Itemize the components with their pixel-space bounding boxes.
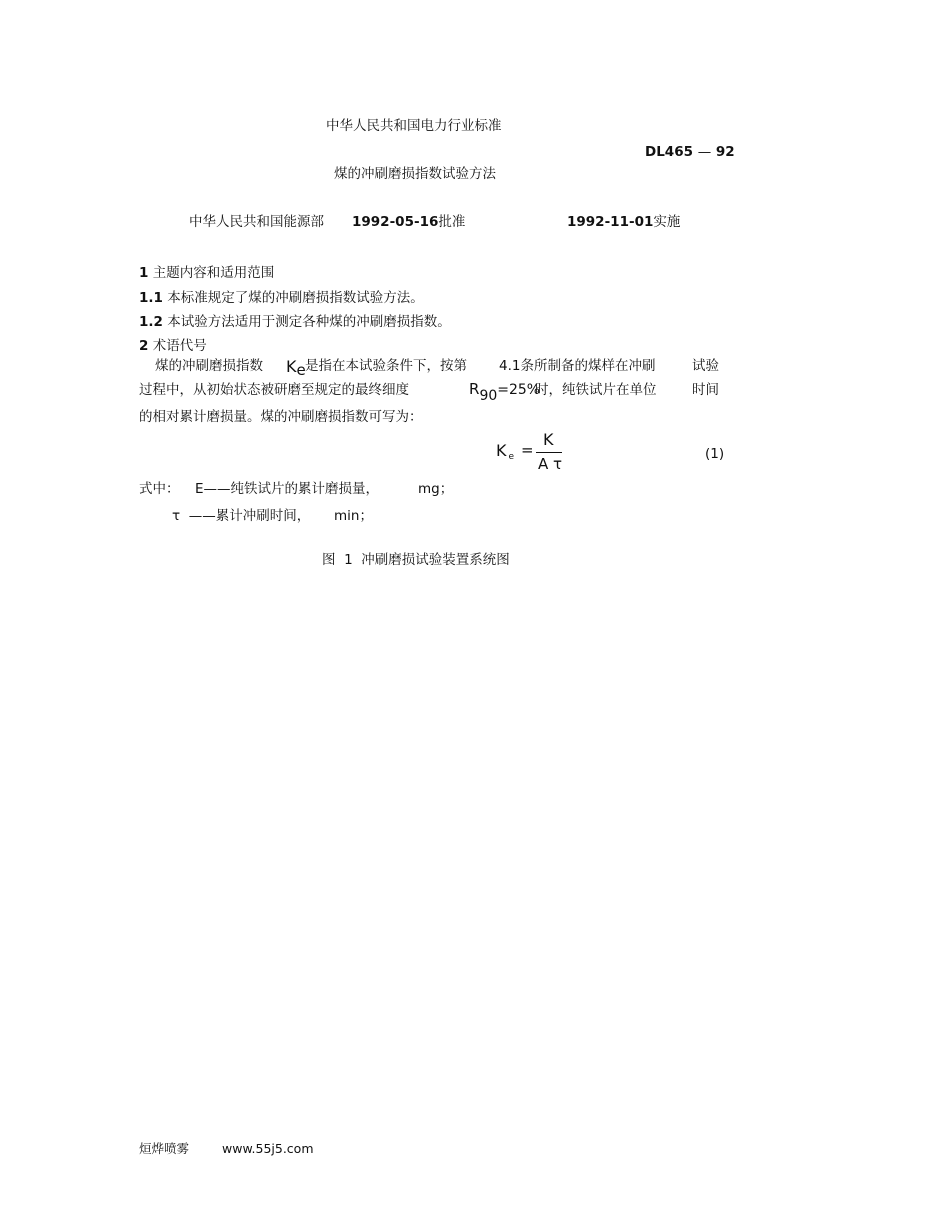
paragraph-line-1a: 煤的冲刷磨损指数 (155, 358, 263, 374)
standard-code-dash: — (697, 144, 712, 160)
where-tau-desc: ——累计冲刷时间， (188, 508, 311, 524)
paragraph-line-1d: 条所制备的煤样在冲刷 (520, 358, 656, 374)
paragraph-line-1c (499, 360, 655, 374)
clause-number: 1.1 (139, 290, 163, 306)
symbol-ke (286, 357, 306, 379)
paragraph-line-2a: 过程中，从初始状态被研磨至规定的最终细度 (139, 382, 409, 398)
formula-sub-e: e (508, 452, 515, 462)
standard-code (645, 146, 735, 160)
section-number: 1 (139, 265, 149, 281)
where-e-symbol: E (195, 481, 204, 497)
formula-equals: = (521, 441, 534, 459)
section-number: 2 (139, 338, 149, 354)
paragraph-line-1e: 试验 (692, 358, 719, 374)
clause-1-2 (139, 316, 451, 330)
where-e-unit: mg； (418, 481, 454, 497)
effective-date: 1992-11-01 (567, 214, 654, 230)
approve-label: 批准 (438, 214, 466, 230)
standard-org-heading: 中华人民共和国电力行业标准 (326, 118, 502, 134)
symbol-sub-e: e (296, 361, 306, 379)
where-tau-symbol: τ (172, 508, 181, 524)
paragraph-line-2c: 时，纯铁试片在单位 (535, 382, 657, 398)
where-tau-unit: min； (334, 508, 373, 524)
where-e-desc: ——纯铁试片的累计磨损量， (203, 481, 380, 497)
formula-denominator: A τ (538, 455, 563, 473)
where-label: 式中： (139, 481, 180, 497)
paragraph-line-2d: 时间 (692, 382, 719, 398)
formula-lhs (496, 441, 515, 462)
clause-text: 本试验方法适用于测定各种煤的冲刷磨损指数。 (167, 314, 451, 330)
footer-left-text: 烜烨喷雾 (139, 1141, 190, 1156)
section-title: 术语代号 (152, 338, 207, 354)
clause-text: 本标准规定了煤的冲刷磨损指数试验方法。 (167, 290, 424, 306)
clause-1-1 (139, 292, 424, 306)
where-tau-line (172, 510, 310, 524)
standard-code-year: 92 (715, 144, 735, 160)
symbol-k: K (286, 357, 297, 376)
where-e-line (195, 483, 379, 497)
symbol-sub-90: 90 (479, 388, 498, 404)
section-1-heading (139, 267, 274, 281)
symbol-r: R (469, 380, 480, 398)
equation-number: (1) (705, 446, 725, 462)
section-2-heading (139, 340, 207, 354)
formula-k: K (496, 441, 507, 460)
clause-number: 1.2 (139, 314, 163, 330)
fraction-bar (536, 452, 562, 453)
footer-url-link[interactable]: www.55j5.com (222, 1141, 314, 1156)
formula-numerator: K (543, 430, 554, 449)
effective-line (567, 216, 680, 230)
paragraph-line-1b: 是指在本试验条件下，按第 (305, 358, 467, 374)
approve-date: 1992-05-16 (352, 214, 439, 230)
figure-caption: 图 1 冲刷磨损试验装置系统图 (322, 552, 510, 568)
standard-code-prefix: DL465 (645, 144, 693, 160)
ratio-value: =25% (497, 382, 541, 398)
symbol-r90 (469, 380, 541, 404)
issuer: 中华人民共和国能源部 (189, 214, 324, 230)
effective-label: 实施 (653, 214, 681, 230)
approve-line (352, 216, 465, 230)
section-title: 主题内容和适用范围 (152, 265, 275, 281)
clause-ref: 4.1 (499, 358, 521, 374)
paragraph-line-3: 的相对累计磨损量。煤的冲刷磨损指数可写为： (139, 409, 423, 425)
document-title: 煤的冲刷磨损指数试验方法 (334, 166, 496, 182)
